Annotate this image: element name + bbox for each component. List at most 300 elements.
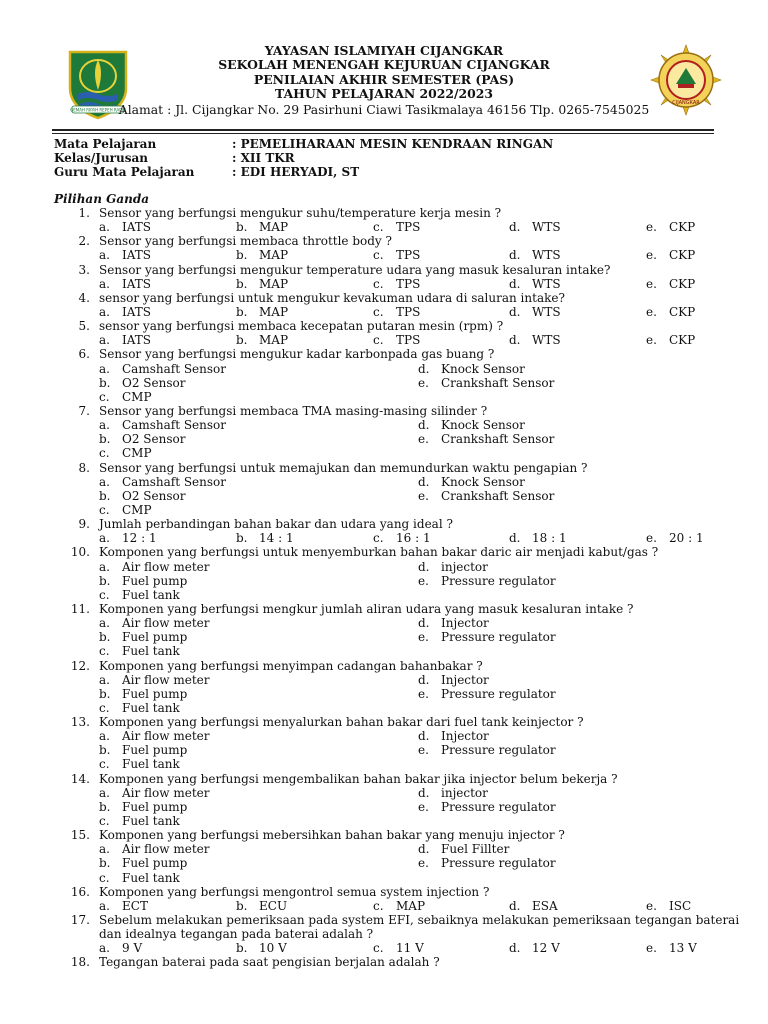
options-row [0, 814, 768, 828]
question-list [0, 206, 768, 970]
options-row [0, 390, 768, 404]
svg-text:GEMAH RIPAH REPEH RAPIH: GEMAH RIPAH REPEH RAPIH [70, 107, 126, 113]
options-row [0, 899, 768, 913]
option-letter: d. [418, 842, 430, 857]
option-letter: c. [373, 531, 384, 546]
question-7 [0, 404, 768, 461]
option-text: 12 V [532, 941, 560, 956]
meta-value: : EDI HERYADI, ST [232, 165, 360, 179]
option-text: Fuel tank [122, 870, 180, 885]
option-text: Air flow meter [122, 672, 210, 687]
option-text: Injector [441, 616, 489, 631]
option-letter: e. [418, 488, 429, 503]
meta-class [54, 151, 704, 165]
option-letter: c. [99, 502, 110, 517]
option-text: ECT [122, 898, 148, 913]
option-letter: b. [236, 333, 248, 348]
option-text: 9 V [122, 941, 143, 956]
school-address: Alamat : Jl. Cijangkar No. 29 Pasirhuni Ciawi Tasikmalaya 46156 Tlp. 0265-7545025 [118, 102, 650, 117]
option-letter: e. [646, 248, 657, 263]
question-number: 18. [70, 955, 90, 970]
question-11 [0, 602, 768, 659]
options-row [0, 800, 768, 814]
option-letter: b. [236, 898, 248, 913]
option-letter: a. [99, 474, 110, 489]
option-text: O2 Sensor [122, 375, 186, 390]
option-text: Fuel tank [122, 814, 180, 829]
question-2 [0, 234, 768, 262]
option-text: MAP [259, 333, 289, 348]
option-text: 10 V [259, 941, 287, 956]
option-text: Knock Sensor [441, 361, 525, 376]
option-text: Camshaft Sensor [122, 361, 227, 376]
option-text: O2 Sensor [122, 432, 186, 447]
option-letter: a. [99, 729, 110, 744]
option-text: 16 : 1 [396, 531, 431, 546]
options-row [0, 333, 768, 347]
option-text: Air flow meter [122, 785, 210, 800]
option-letter: e. [646, 276, 657, 291]
option-letter: c. [99, 814, 110, 829]
question-text-line [0, 772, 768, 786]
options-row [0, 786, 768, 800]
question-text-line [0, 913, 768, 927]
option-text: injector [441, 785, 488, 800]
option-text: O2 Sensor [122, 488, 186, 503]
question-17 [0, 913, 768, 955]
option-letter: e. [646, 304, 657, 319]
option-text: IATS [122, 333, 151, 348]
option-letter: c. [99, 446, 110, 461]
option-letter: a. [99, 333, 110, 348]
question-text: Komponen yang berfungsi mengembalikan bahan bakar jika injector belum bekerja ? [99, 771, 618, 786]
option-letter: b. [236, 220, 248, 235]
option-letter: b. [99, 432, 111, 447]
option-letter: a. [99, 898, 110, 913]
option-text: WTS [532, 276, 561, 291]
option-letter: b. [99, 573, 111, 588]
option-text: Pressure regulator [441, 743, 556, 758]
option-text: 12 : 1 [122, 531, 157, 546]
question-3 [0, 263, 768, 291]
question-text-line [0, 828, 768, 842]
option-text: MAP [259, 248, 289, 263]
option-letter: e. [418, 375, 429, 390]
option-letter: d. [418, 559, 430, 574]
option-text: Fuel tank [122, 700, 180, 715]
school-header [120, 44, 648, 102]
question-number: 6. [78, 347, 90, 362]
question-text-line [0, 885, 768, 899]
question-text: Sensor yang berfungsi mengukur suhu/temperature kerja mesin ? [99, 206, 502, 220]
option-text: 14 : 1 [259, 531, 294, 546]
option-letter: a. [99, 531, 110, 546]
option-letter: b. [236, 304, 248, 319]
option-text: Pressure regulator [441, 573, 556, 588]
meta-subject [54, 137, 704, 151]
option-text: CKP [669, 276, 696, 291]
options-row [0, 560, 768, 574]
option-letter: d. [509, 304, 521, 319]
option-text: TPS [396, 304, 421, 319]
options-row [0, 248, 768, 262]
option-text: IATS [122, 248, 151, 263]
question-text-line [0, 545, 768, 559]
option-text: WTS [532, 333, 561, 348]
exam-meta [54, 137, 704, 179]
question-number: 3. [78, 262, 90, 277]
options-row [0, 305, 768, 319]
option-letter: e. [418, 743, 429, 758]
option-text: Air flow meter [122, 559, 210, 574]
question-text-line [0, 291, 768, 305]
option-letter: d. [509, 220, 521, 235]
option-text: Pressure regulator [441, 686, 556, 701]
option-text: ESA [532, 898, 558, 913]
question-text-line [0, 263, 768, 277]
option-letter: d. [418, 616, 430, 631]
question-text-line [0, 927, 768, 941]
option-text: MAP [259, 276, 289, 291]
options-row [0, 743, 768, 757]
option-text: Fuel pump [122, 743, 188, 758]
question-9 [0, 517, 768, 545]
option-letter: a. [99, 559, 110, 574]
options-row [0, 757, 768, 771]
option-letter: d. [509, 333, 521, 348]
option-text: MAP [259, 304, 289, 319]
option-text: TPS [396, 220, 421, 235]
option-letter: c. [99, 700, 110, 715]
option-letter: d. [418, 361, 430, 376]
option-letter: c. [373, 898, 384, 913]
option-text: Fuel pump [122, 630, 188, 645]
section-title: Pilihan Ganda [54, 192, 150, 206]
options-row [0, 630, 768, 644]
question-10 [0, 545, 768, 602]
options-row [0, 376, 768, 390]
question-number: 9. [78, 517, 90, 532]
option-letter: a. [99, 941, 110, 956]
question-number: 5. [78, 319, 90, 334]
option-letter: c. [99, 587, 110, 602]
option-letter: e. [646, 941, 657, 956]
option-letter: d. [418, 729, 430, 744]
option-letter: a. [99, 785, 110, 800]
option-text: Fuel pump [122, 856, 188, 871]
option-text: 20 : 1 [669, 531, 704, 546]
question-15 [0, 828, 768, 885]
meta-label: Mata Pelajaran [54, 137, 157, 151]
option-text: WTS [532, 220, 561, 235]
question-text-line [0, 517, 768, 531]
options-row [0, 701, 768, 715]
school-name: SEKOLAH MENENGAH KEJURUAN CIJANGKAR [218, 57, 550, 73]
option-letter: a. [99, 248, 110, 263]
option-text: Crankshaft Sensor [441, 432, 555, 447]
option-text: MAP [396, 898, 426, 913]
options-row [0, 503, 768, 517]
option-text: injector [441, 559, 488, 574]
option-letter: a. [99, 842, 110, 857]
options-row [0, 673, 768, 687]
option-letter: d. [509, 248, 521, 263]
question-number: 12. [70, 658, 90, 673]
option-text: Air flow meter [122, 842, 210, 857]
options-row [0, 446, 768, 460]
option-letter: e. [418, 573, 429, 588]
svg-text:CIJANGKAR: CIJANGKAR [672, 100, 700, 106]
option-letter: c. [373, 941, 384, 956]
option-text: IATS [122, 304, 151, 319]
option-text: WTS [532, 248, 561, 263]
meta-teacher [54, 165, 704, 179]
question-text: Sebelum melakukan pemeriksaan pada system EFI, sebaiknya melakukan pemeriksaan tegangan baterai [99, 913, 740, 928]
option-text: CKP [669, 248, 696, 263]
question-number: 15. [70, 828, 90, 843]
academic-year: TAHUN PELAJARAN 2022/2023 [275, 86, 493, 102]
options-row [0, 531, 768, 545]
option-letter: e. [418, 432, 429, 447]
option-letter: b. [99, 488, 111, 503]
question-text: Jumlah perbandingan bahan bakar dan udara yang ideal ? [99, 517, 453, 532]
options-row [0, 277, 768, 291]
option-letter: c. [99, 389, 110, 404]
option-text: CKP [669, 304, 696, 319]
option-letter: b. [99, 743, 111, 758]
option-text: 18 : 1 [532, 531, 567, 546]
question-text: Komponen yang berfungsi menyimpan cadangan bahanbakar ? [99, 658, 483, 673]
option-text: Pressure regulator [441, 856, 556, 871]
options-row [0, 220, 768, 234]
option-text: Fuel tank [122, 757, 180, 772]
option-letter: a. [99, 220, 110, 235]
question-6 [0, 347, 768, 404]
option-text: ECU [259, 898, 288, 913]
options-row [0, 644, 768, 658]
question-number: 8. [78, 460, 90, 475]
question-12 [0, 659, 768, 716]
question-text: sensor yang berfungsi untuk mengukur kevakuman udara di saluran intake? [99, 290, 565, 305]
question-number: 7. [78, 403, 90, 418]
option-letter: a. [99, 276, 110, 291]
options-row [0, 574, 768, 588]
option-text: 11 V [396, 941, 424, 956]
option-text: CMP [122, 502, 152, 517]
question-number: 1. [78, 206, 90, 220]
question-number: 17. [70, 913, 90, 928]
option-letter: d. [418, 474, 430, 489]
option-text: Air flow meter [122, 616, 210, 631]
question-text: Komponen yang berfungsi mengontrol semua system injection ? [99, 884, 490, 899]
option-letter: a. [99, 304, 110, 319]
question-text: Komponen yang berfungsi untuk menyemburkan bahan bakar daric air menjadi kabut/gas ? [99, 545, 659, 560]
question-text: Tegangan baterai pada saat pengisian berjalan adalah ? [99, 955, 440, 970]
option-text: Crankshaft Sensor [441, 375, 555, 390]
option-letter: c. [99, 870, 110, 885]
option-letter: b. [99, 799, 111, 814]
option-text: Pressure regulator [441, 630, 556, 645]
options-row [0, 941, 768, 955]
option-letter: b. [236, 531, 248, 546]
question-text-line [0, 206, 768, 220]
question-text-line [0, 404, 768, 418]
option-text: TPS [396, 276, 421, 291]
header-divider-thin [52, 133, 714, 134]
option-letter: d. [418, 785, 430, 800]
option-letter: b. [236, 941, 248, 956]
options-row [0, 432, 768, 446]
question-number: 11. [70, 601, 90, 616]
option-text: Injector [441, 729, 489, 744]
question-16 [0, 885, 768, 913]
option-letter: b. [99, 630, 111, 645]
question-text: sensor yang berfungsi membaca kecepatan putaran mesin (rpm) ? [99, 319, 504, 334]
question-text-line [0, 659, 768, 673]
question-14 [0, 772, 768, 829]
header-divider-thick [52, 129, 714, 131]
option-letter: c. [99, 644, 110, 659]
option-letter: a. [99, 672, 110, 687]
question-18 [0, 955, 768, 969]
option-text: CMP [122, 389, 152, 404]
option-letter: e. [418, 799, 429, 814]
option-text: 13 V [669, 941, 697, 956]
option-letter: e. [418, 856, 429, 871]
question-text: dan idealnya tegangan pada baterai adalah ? [99, 927, 374, 942]
options-row [0, 475, 768, 489]
question-13 [0, 715, 768, 772]
meta-value: : XII TKR [232, 151, 295, 165]
option-letter: b. [99, 375, 111, 390]
options-row [0, 842, 768, 856]
option-letter: e. [418, 630, 429, 645]
option-letter: a. [99, 616, 110, 631]
option-letter: c. [373, 304, 384, 319]
option-text: Injector [441, 672, 489, 687]
option-letter: d. [418, 672, 430, 687]
option-letter: e. [646, 531, 657, 546]
question-text-line [0, 234, 768, 248]
question-text: Komponen yang berfungsi mebersihkan bahan bakar yang menuju injector ? [99, 828, 565, 843]
exam-title: PENILAIAN AKHIR SEMESTER (PAS) [253, 71, 515, 87]
option-letter: e. [646, 220, 657, 235]
option-text: Crankshaft Sensor [441, 488, 555, 503]
meta-label: Guru Mata Pelajaran [54, 165, 195, 179]
options-row [0, 729, 768, 743]
question-5 [0, 319, 768, 347]
meta-label: Kelas/Jurusan [54, 151, 148, 165]
option-letter: d. [509, 898, 521, 913]
question-1 [0, 206, 768, 234]
question-number: 13. [70, 715, 90, 730]
option-letter: d. [418, 418, 430, 433]
options-row [0, 687, 768, 701]
question-text-line [0, 715, 768, 729]
option-text: CMP [122, 446, 152, 461]
option-text: IATS [122, 220, 151, 235]
option-letter: b. [236, 248, 248, 263]
option-text: ISC [669, 898, 692, 913]
question-text: Komponen yang berfungsi menyalurkan bahan bakar dari fuel tank keinjector ? [99, 715, 584, 730]
option-text: Fuel tank [122, 587, 180, 602]
question-number: 14. [70, 771, 90, 786]
options-row [0, 362, 768, 376]
question-4 [0, 291, 768, 319]
option-text: Camshaft Sensor [122, 474, 227, 489]
option-text: TPS [396, 248, 421, 263]
options-row [0, 418, 768, 432]
option-text: Knock Sensor [441, 474, 525, 489]
option-letter: c. [373, 276, 384, 291]
options-row [0, 871, 768, 885]
foundation-name: YAYASAN ISLAMIYAH CIJANGKAR [264, 43, 504, 58]
option-letter: b. [99, 686, 111, 701]
options-row [0, 856, 768, 870]
option-letter: a. [99, 418, 110, 433]
option-text: MAP [259, 220, 289, 235]
question-number: 4. [78, 290, 90, 305]
options-row [0, 616, 768, 630]
option-text: Fuel Fillter [441, 842, 510, 857]
option-text: Fuel pump [122, 573, 188, 588]
question-number: 16. [70, 884, 90, 899]
meta-value: : PEMELIHARAAN MESIN KENDRAAN RINGAN [232, 137, 554, 151]
question-text-line [0, 602, 768, 616]
option-text: CKP [669, 220, 696, 235]
option-letter: e. [646, 898, 657, 913]
option-letter: c. [99, 757, 110, 772]
question-text: Sensor yang berfungsi membaca throttle body ? [99, 234, 392, 249]
question-text-line [0, 461, 768, 475]
option-letter: c. [373, 333, 384, 348]
option-text: Fuel pump [122, 686, 188, 701]
option-text: TPS [396, 333, 421, 348]
question-number: 2. [78, 234, 90, 249]
option-letter: d. [509, 531, 521, 546]
option-letter: b. [99, 856, 111, 871]
question-text: Sensor yang berfungsi membaca TMA masing-masing silinder ? [99, 403, 488, 418]
options-row [0, 489, 768, 503]
option-text: Pressure regulator [441, 799, 556, 814]
option-text: Fuel tank [122, 644, 180, 659]
question-text: Sensor yang berfungsi mengukur temperature udara yang masuk kesaluran intake? [99, 262, 611, 277]
option-text: WTS [532, 304, 561, 319]
option-text: Knock Sensor [441, 418, 525, 433]
question-text-line [0, 347, 768, 361]
option-text: Camshaft Sensor [122, 418, 227, 433]
question-text-line [0, 319, 768, 333]
option-letter: c. [373, 220, 384, 235]
option-text: Air flow meter [122, 729, 210, 744]
option-letter: b. [236, 276, 248, 291]
question-text-line [0, 955, 768, 969]
option-letter: d. [509, 941, 521, 956]
question-text: Komponen yang berfungsi mengkur jumlah aliran udara yang masuk kesaluran intake ? [99, 601, 634, 616]
option-letter: a. [99, 361, 110, 376]
question-text: Sensor yang berfungsi mengukur kadar karbonpada gas buang ? [99, 347, 495, 362]
option-letter: d. [509, 276, 521, 291]
option-letter: e. [418, 686, 429, 701]
question-number: 10. [70, 545, 90, 560]
option-text: Fuel pump [122, 799, 188, 814]
option-letter: e. [646, 333, 657, 348]
option-letter: c. [373, 248, 384, 263]
option-text: CKP [669, 333, 696, 348]
question-8 [0, 461, 768, 518]
option-text: IATS [122, 276, 151, 291]
options-row [0, 588, 768, 602]
